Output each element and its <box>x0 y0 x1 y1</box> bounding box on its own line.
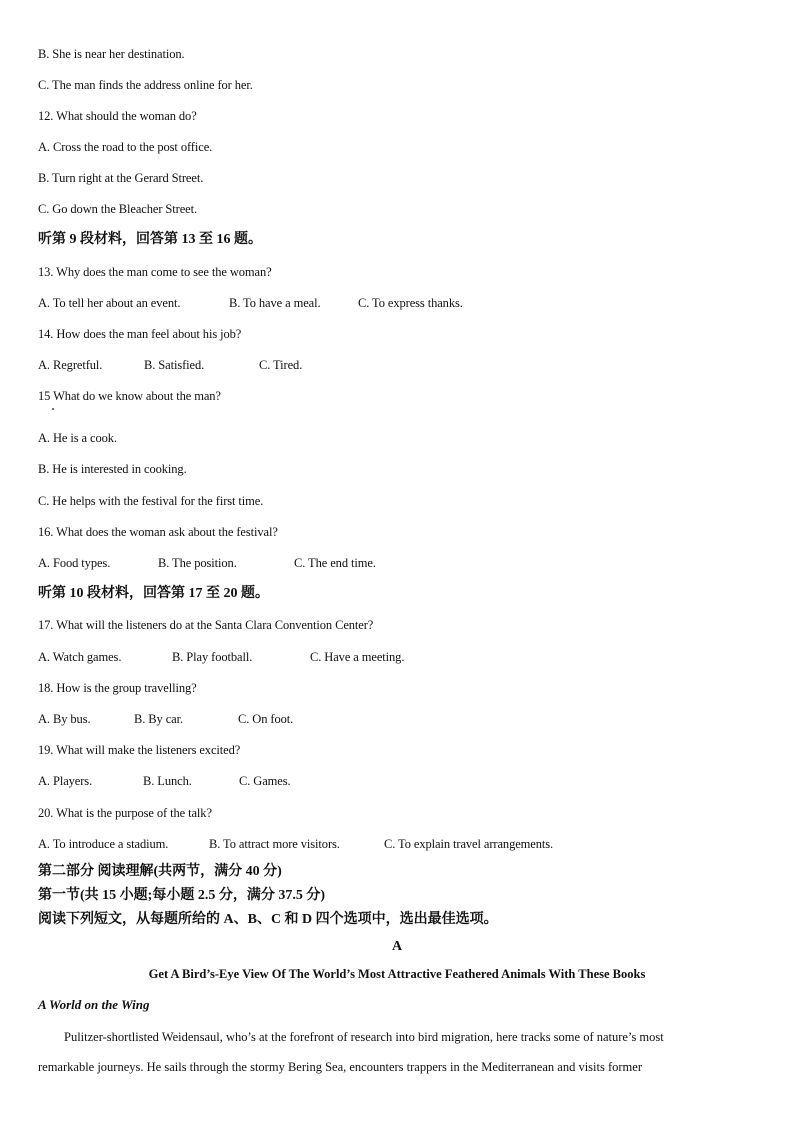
q16-option-c: C. The end time. <box>294 556 376 570</box>
q19-option-b: B. Lunch. <box>143 774 192 788</box>
q19-question: 19. What will make the listeners excited? <box>38 743 241 757</box>
q13-option-b: B. To have a meal. <box>229 296 321 310</box>
q16-option-a: A. Food types. <box>38 556 111 570</box>
passage-paragraph-line-2: remarkable journeys. He sails through the stormy Bering Sea, encounters trappers in the Mediterranean and visits former <box>38 1060 642 1074</box>
q17-question: 17. What will the listeners do at the Santa Clara Convention Center? <box>38 618 374 632</box>
q20-option-b: B. To attract more visitors. <box>209 837 340 851</box>
section10-heading: 听第 10 段材料，回答第 17 至 20 题。 <box>38 586 269 601</box>
q17-option-b: B. Play football. <box>172 650 253 664</box>
q13-option-a: A. To tell her about an event. <box>38 296 181 310</box>
q15-option-a: A. He is a cook. <box>38 431 117 445</box>
q16-question: 16. What does the woman ask about the festival? <box>38 525 278 539</box>
q12-option-b: B. Turn right at the Gerard Street. <box>38 171 204 185</box>
q20-question: 20. What is the purpose of the talk? <box>38 806 212 820</box>
q13-option-c: C. To express thanks. <box>358 296 463 310</box>
q18-option-c: C. On foot. <box>238 712 294 726</box>
q20-option-a: A. To introduce a stadium. <box>38 837 169 851</box>
q11-option-b: B. She is near her destination. <box>38 47 185 61</box>
q14-question: 14. How does the man feel about his job? <box>38 327 242 341</box>
q18-option-b: B. By car. <box>134 712 183 726</box>
passage-letter: A <box>391 939 403 954</box>
q18-option-a: A. By bus. <box>38 712 91 726</box>
q14-option-b: B. Satisfied. <box>144 358 205 372</box>
part2-heading: 第二部分 阅读理解(共两节，满分 40 分) <box>38 864 282 879</box>
q18-question: 18. How is the group travelling? <box>38 681 197 695</box>
section1-heading: 第一节(共 15 小题;每小题 2.5 分，满分 37.5 分) <box>38 888 325 903</box>
q20-option-c: C. To explain travel arrangements. <box>384 837 554 851</box>
q17-option-c: C. Have a meeting. <box>310 650 405 664</box>
stray-dot <box>52 408 54 410</box>
q18-options <box>38 711 293 727</box>
passage-paragraph-line-1: Pulitzer-shortlisted Weidensaul, who’s at the forefront of research into bird migration, here tracks some of nature’s most <box>64 1030 664 1044</box>
book-title: A World on the Wing <box>38 997 150 1012</box>
passage-title: Get A Bird’s-Eye View Of The World’s Most Attractive Feathered Animals With These Books <box>148 967 646 981</box>
q14-options <box>38 357 302 373</box>
q16-options <box>38 555 376 571</box>
reading-instructions: 阅读下列短文，从每题所给的 A、B、C 和 D 四个选项中，选出最佳选项。 <box>38 912 498 927</box>
section9-heading: 听第 9 段材料，回答第 13 至 16 题。 <box>38 232 262 247</box>
q12-option-c: C. Go down the Bleacher Street. <box>38 202 198 216</box>
q13-options <box>38 295 463 311</box>
q15-option-c: C. He helps with the festival for the first time. <box>38 494 264 508</box>
q19-option-c: C. Games. <box>239 774 291 788</box>
q16-option-b: B. The position. <box>158 556 237 570</box>
q15-question: 15 What do we know about the man? <box>38 389 221 403</box>
q14-option-c: C. Tired. <box>259 358 303 372</box>
q19-options <box>38 773 291 789</box>
q12-option-a: A. Cross the road to the post office. <box>38 140 213 154</box>
q14-option-a: A. Regretful. <box>38 358 103 372</box>
q19-option-a: A. Players. <box>38 774 93 788</box>
q20-options <box>38 836 553 852</box>
q17-options <box>38 649 404 665</box>
q12-question: 12. What should the woman do? <box>38 109 197 123</box>
q15-option-b: B. He is interested in cooking. <box>38 462 187 476</box>
q17-option-a: A. Watch games. <box>38 650 122 664</box>
q11-option-c: C. The man finds the address online for her. <box>38 78 253 92</box>
q13-question: 13. Why does the man come to see the woman? <box>38 265 272 279</box>
